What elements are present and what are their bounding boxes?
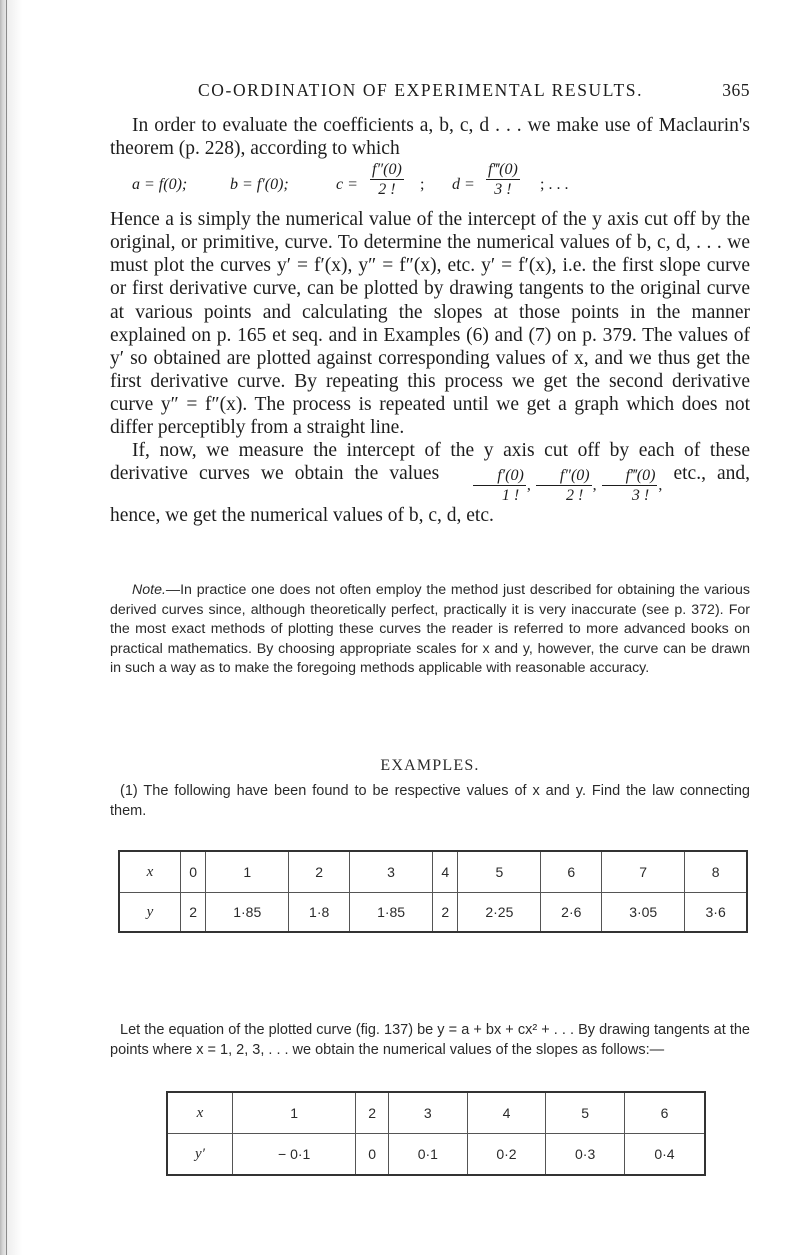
table-cell: 0 xyxy=(181,851,206,893)
table-cell: 1·85 xyxy=(206,893,289,933)
table-cell: 3·05 xyxy=(602,893,685,933)
table-cell: 5 xyxy=(458,851,541,893)
example-1-continuation-text: Let the equation of the plotted curve (fig. 137) be y = a + bx + cx² + . . . By drawing tangents at the points where x = 1, 2, 3, . . . we obtain the numerical values of the slopes as follows:— xyxy=(110,1022,750,1058)
table-cell: 2·6 xyxy=(541,893,602,933)
table-cell: 8 xyxy=(685,851,747,893)
table-cell: 0·4 xyxy=(624,1134,705,1176)
data-table-xy xyxy=(118,850,748,933)
table-cell: 4 xyxy=(433,851,458,893)
fraction-second-den: 2 ! xyxy=(566,486,584,504)
intercept-tail: etc., and, hence, we get the numerical values of b, c, d, etc. xyxy=(110,463,751,526)
intercept-lead: If, now, we measure the intercept of the y axis cut off by each of these derivative curves we obtain the values xyxy=(110,440,750,485)
formula-b: b = f′(0); xyxy=(230,176,289,194)
formula-a: a = f(0); xyxy=(132,176,188,194)
fraction-second xyxy=(536,468,592,504)
table-cell: 1·85 xyxy=(350,893,433,933)
page-binding-edge xyxy=(0,0,22,1255)
table-cell: 6 xyxy=(624,1092,705,1134)
table-cell: 5 xyxy=(546,1092,625,1134)
formula-d-fraction xyxy=(486,162,520,198)
maclaurin-formula xyxy=(110,162,750,208)
table-cell: 3 xyxy=(388,1092,467,1134)
example-1-text: (1) The following have been found to be respective values of x and y. Find the law connecting them. xyxy=(110,783,750,819)
fraction-first-den: 1 ! xyxy=(501,486,520,504)
note-block xyxy=(110,581,750,679)
fraction-third-num: f‴(0) xyxy=(602,468,658,486)
table-cell: 1 xyxy=(233,1092,356,1134)
table-cell: 3 xyxy=(350,851,433,893)
fraction-first-num: f′(0) xyxy=(473,468,526,486)
examples-heading: EXAMPLES. xyxy=(380,757,480,774)
derivative-fractions: $\frac{f'(0)}{1 !}$ , $\frac{f''(0)}{2 !}$ , $\frac{f‴(0)}{3 !}$ , xyxy=(450,468,662,504)
table-cell: 7 xyxy=(602,851,685,893)
fraction-second-num: f″(0) xyxy=(536,468,592,486)
table-cell: 6 xyxy=(541,851,602,893)
formula-d-lhs: d = xyxy=(452,176,475,194)
table-cell: 2 xyxy=(356,1092,389,1134)
table-cell: 0·1 xyxy=(388,1134,467,1176)
intro-paragraph: In order to evaluate the coefficients a, b, c, d . . . we make use of Maclaurin's theorem (p. 228), according to which xyxy=(110,115,750,160)
table-cell: 0·2 xyxy=(467,1134,546,1176)
table-row-y xyxy=(119,893,747,933)
formula-c-lhs: c = xyxy=(336,176,358,194)
formula-d-numerator: f‴(0) xyxy=(488,161,518,179)
table-row-x xyxy=(167,1092,705,1134)
example-1-statement xyxy=(110,781,750,821)
intercept-paragraph xyxy=(110,439,750,527)
table-cell: 1·8 xyxy=(289,893,350,933)
note-label: Note. xyxy=(132,582,166,598)
fraction-third xyxy=(602,468,658,504)
slopes-table xyxy=(166,1091,706,1176)
row-label-y-prime: y′ xyxy=(167,1134,233,1176)
running-head-title: CO-ORDINATION OF EXPERIMENTAL RESULTS. xyxy=(198,80,644,100)
table-cell: − 0·1 xyxy=(233,1134,356,1176)
table-cell: 2 xyxy=(289,851,350,893)
note-text: —In practice one does not often employ the method just described for obtaining the various derived curves since, although theoretically perfect, practically it is very inaccurate (see p. 372). For the most exact methods of plotting these curves the reader is referred to more advanced books on practical mathematics. By choosing appropriate scales for x and y, however, the curve can be drawn in such a way as to make the foregoing methods applicable with reasonable accuracy. xyxy=(110,582,750,677)
formula-c-tail: ; xyxy=(420,176,425,194)
fraction-third-den: 3 ! xyxy=(631,486,650,504)
example-1-continuation xyxy=(110,1020,750,1060)
table-cell: 3·6 xyxy=(685,893,747,933)
table-cell: 1 xyxy=(206,851,289,893)
page-number: 365 xyxy=(722,80,750,100)
explanation-paragraph: Hence a is simply the numerical value of the intercept of the y axis cut off by the original, or primitive, curve. To determine the numerical values of b, c, d, . . . we must plot the curves y′ = f′(x), y″ = f″(x), etc. y′ = f′(x), i.e. the first slope curve or first derivative curve, can be plotted by drawing tangents to the original curve at various points and calculating the slopes at those points in the manner explained on p. 165 et seq. and in Examples (6) and (7) on p. 379. The values of y′ so obtained are plotted against corresponding values of x, and we thus get the first derivative curve. By repeating this process we get the second derivative curve y″ = f″(x). The process is repeated until we get a graph which does not differ perceptibly from a straight line. xyxy=(110,209,750,439)
formula-c-fraction xyxy=(370,162,404,198)
main-text xyxy=(110,114,750,527)
row-label-x: x xyxy=(167,1092,233,1134)
table-cell: 2 xyxy=(433,893,458,933)
row-label-y: y xyxy=(119,893,181,933)
table-cell: 2 xyxy=(181,893,206,933)
formula-c-numerator: f″(0) xyxy=(372,161,402,179)
table-row-x xyxy=(119,851,747,893)
row-label-x: x xyxy=(119,851,181,893)
table-row-y-prime xyxy=(167,1134,705,1176)
formula-d-denominator: 3 ! xyxy=(494,181,512,199)
fraction-first xyxy=(473,468,526,504)
table-cell: 2·25 xyxy=(458,893,541,933)
table-cell: 0·3 xyxy=(546,1134,625,1176)
formula-c-denominator: 2 ! xyxy=(378,181,396,199)
table-cell: 4 xyxy=(467,1092,546,1134)
table-cell: 0 xyxy=(356,1134,389,1176)
formula-d-tail: ; . . . xyxy=(540,176,569,194)
